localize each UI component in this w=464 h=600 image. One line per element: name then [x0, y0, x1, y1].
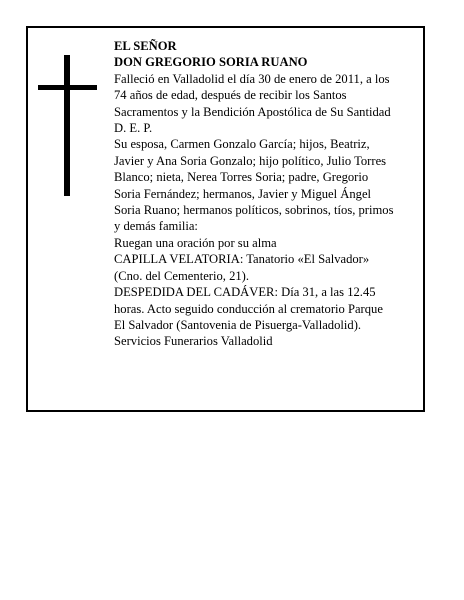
obituary-title: EL SEÑOR: [114, 39, 177, 53]
farewell-line: horas. Acto seguido conducción al crematorio Parque: [114, 301, 383, 316]
farewell-line: El Salvador (Santovenia de Pisuerga-Valladolid).: [114, 317, 362, 332]
obituary-text: [114, 38, 414, 350]
cross-icon: [64, 55, 70, 196]
chapel-line: (Cno. del Cementerio, 21).: [114, 268, 250, 283]
family-line: Javier y Ana Soria Gonzalo; hijo político, Julio Torres: [114, 153, 387, 168]
family-line: Blanco; nieta, Nerea Torres Soria; padre, Gregorio: [114, 170, 369, 185]
family-line: y demás familia:: [114, 219, 198, 234]
deceased-name: DON GREGORIO SORIA RUANO: [114, 55, 308, 70]
announcement-line: Falleció en Valladolid el día 30 de enero de 2011, a los: [114, 71, 390, 86]
announcement-line: D. E. P.: [114, 121, 153, 136]
announcement-line: Sacramentos y la Bendición Apostólica de Su Santidad: [114, 104, 391, 119]
cross-icon-bar: [38, 85, 97, 90]
prayer-line: Ruegan una oración por su alma: [114, 235, 277, 250]
announcement-line: 74 años de edad, después de recibir los Santos: [114, 88, 347, 103]
farewell-line: DESPEDIDA DEL CADÁVER: Día 31, a las 12.45: [114, 285, 376, 300]
family-line: Su esposa, Carmen Gonzalo García; hijos, Beatriz,: [114, 137, 370, 152]
family-line: Soria Fernández; hermanos, Javier y Miguel Ángel: [114, 186, 372, 201]
funeral-home: Servicios Funerarios Valladolid: [114, 334, 273, 349]
family-line: Soria Ruano; hermanos políticos, sobrinos, tíos, primos: [114, 203, 394, 218]
chapel-line: CAPILLA VELATORIA: Tanatorio «El Salvador»: [114, 252, 370, 267]
